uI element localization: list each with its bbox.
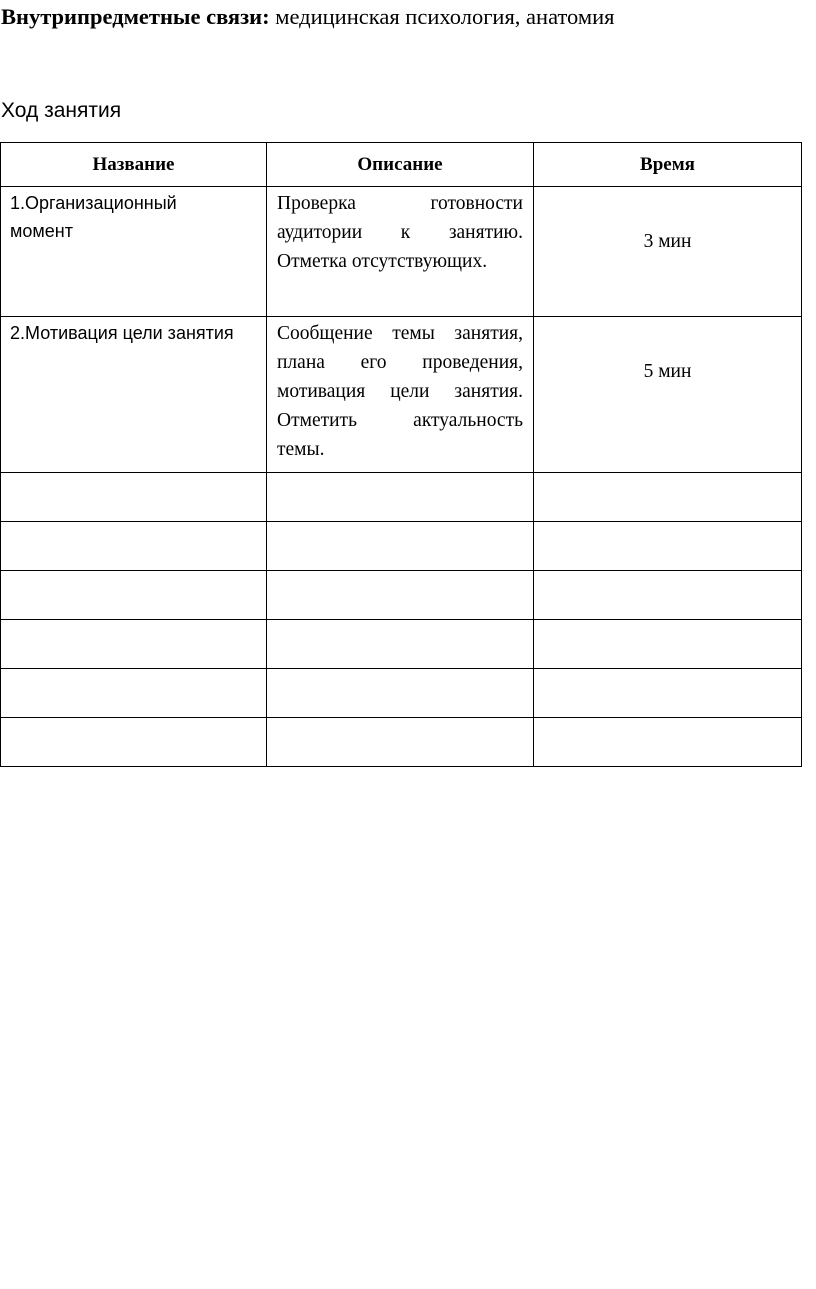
table-cell-name: [1, 571, 267, 620]
table-cell-description: [267, 718, 534, 767]
table-row: [1, 522, 802, 571]
table-cell-time: [534, 187, 802, 317]
table-row: [1, 620, 802, 669]
stage-description: Проверка готовности аудитории к занятию. Отметка отсутствующих.: [277, 193, 523, 272]
intersubject-links-line: [1, 2, 614, 32]
lesson-plan-table: [0, 142, 802, 767]
column-header-description: Описание: [267, 143, 534, 187]
table-cell-time: [534, 620, 802, 669]
stage-name: 2.Мотивация цели занятия: [10, 323, 234, 343]
table-cell-name: [1, 718, 267, 767]
stage-description: Сообщение темы занятия, плана его проведения, мотивация цели занятия. Отметить актуальность темы.: [277, 323, 523, 460]
table-row: [1, 473, 802, 522]
table-cell-name: [1, 620, 267, 669]
table-row: [1, 718, 802, 767]
column-header-name: Название: [1, 143, 267, 187]
table-cell-description: [267, 473, 534, 522]
table-row: [1, 187, 802, 317]
table-cell-description: [267, 571, 534, 620]
table-cell-time: [534, 571, 802, 620]
stage-name: 1.Организационный момент: [10, 193, 177, 241]
table-cell-description: [267, 522, 534, 571]
table-row: [1, 317, 802, 473]
table-header-row: [1, 143, 802, 187]
table-cell-name: [1, 522, 267, 571]
table-row: [1, 571, 802, 620]
table-cell-name: [1, 317, 267, 473]
table-cell-description: [267, 620, 534, 669]
table-cell-time: [534, 718, 802, 767]
table-cell-name: [1, 473, 267, 522]
stage-time: 3 мин: [643, 231, 692, 252]
table-cell-description: [267, 187, 534, 317]
table-cell-name: [1, 669, 267, 718]
column-header-time: Время: [534, 143, 802, 187]
stage-time: 5 мин: [643, 361, 692, 382]
table-cell-time: [534, 522, 802, 571]
table-row: [1, 669, 802, 718]
table-cell-time: [534, 669, 802, 718]
intersubject-links-value: медицинская психология, анатомия: [269, 4, 615, 29]
table-cell-time: [534, 317, 802, 473]
lesson-course-heading: Ход занятия: [1, 99, 122, 122]
table-cell-description: [267, 669, 534, 718]
table-cell-description: [267, 317, 534, 473]
table-cell-name: [1, 187, 267, 317]
intersubject-links-label: Внутрипредметные связи:: [1, 4, 270, 29]
table-cell-time: [534, 473, 802, 522]
